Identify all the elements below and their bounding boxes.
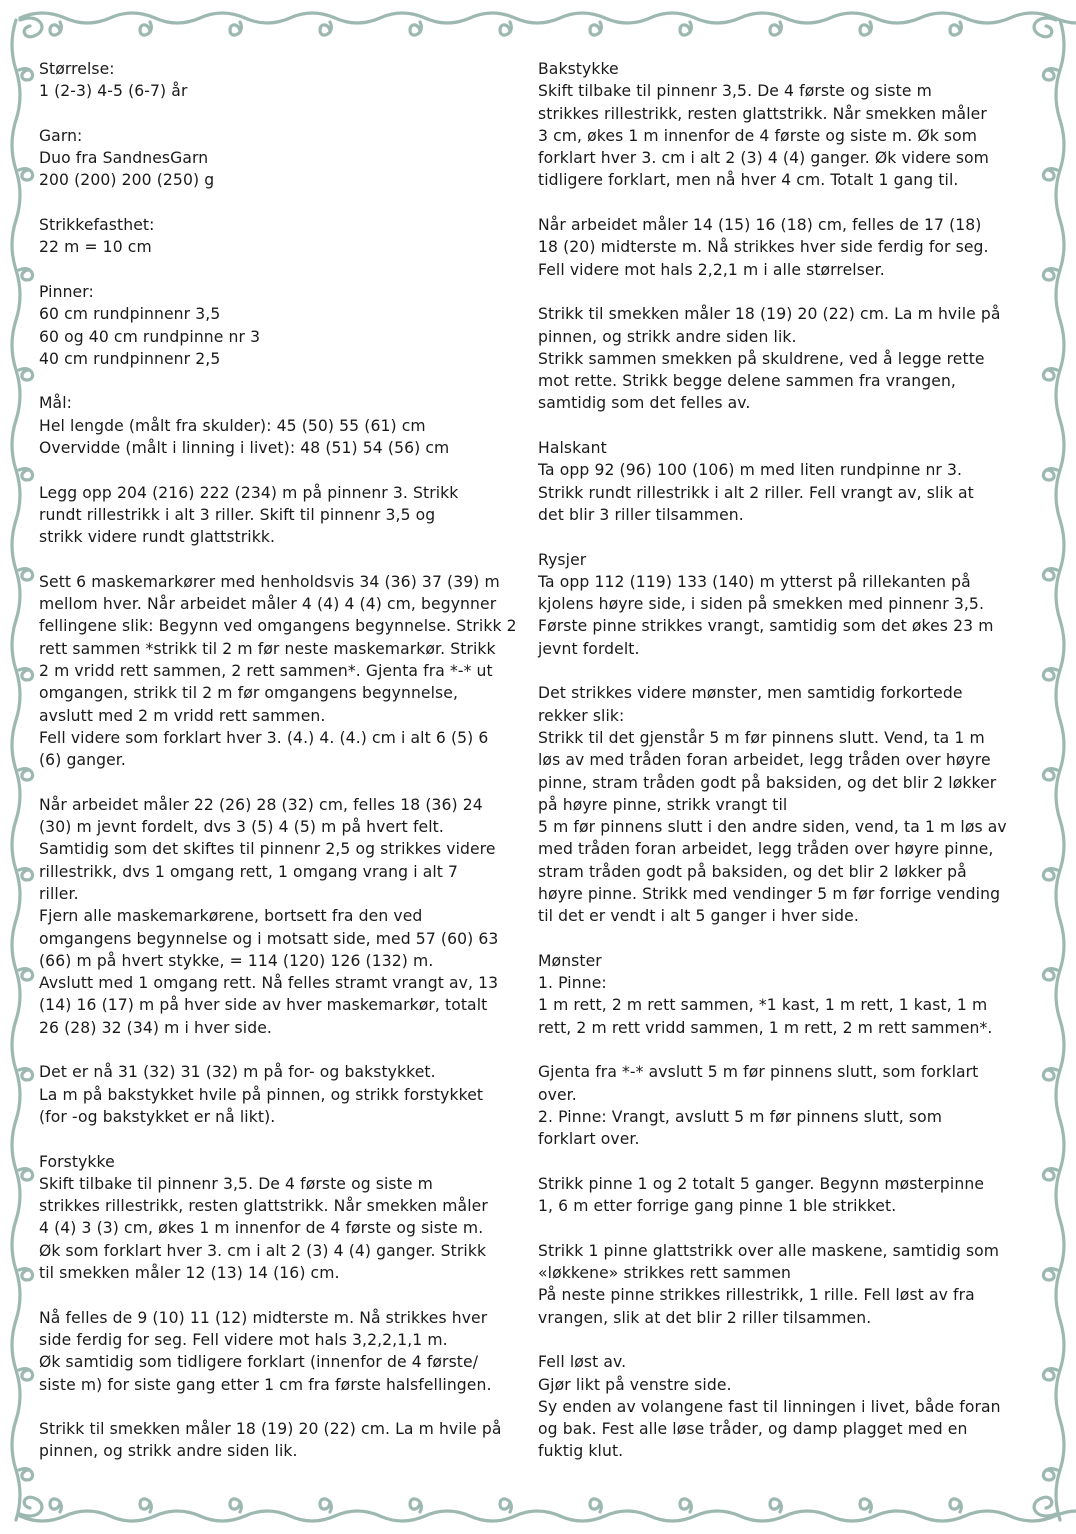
text-line: Strikk til smekken måler 18 (19) 20 (22) cm. La m hvile på [39, 1420, 502, 1439]
text-line: Det er nå 31 (32) 31 (32) m på for- og bakstykket. [39, 1063, 436, 1082]
text-line: Rysjer [538, 550, 587, 569]
text-block [538, 682, 1038, 927]
text-line: 1 m rett, 2 m rett sammen, *1 kast, 1 m rett, 1 kast, 1 m [538, 996, 988, 1015]
text-block [39, 125, 531, 192]
text-line: høyre pinne. Strikk med vendinger 5 m før forrige vending [538, 884, 1001, 903]
text-line: Strikk pinne 1 og 2 totalt 5 ganger. Begynn møsterpinne [538, 1174, 985, 1193]
text-line: samtidig som det felles av. [538, 394, 751, 413]
text-block [538, 58, 1038, 192]
text-line: Det strikkes videre mønster, men samtidig forkortede [538, 684, 963, 703]
text-line: 2. Pinne: Vrangt, avslutt 5 m før pinnens slutt, som [538, 1107, 943, 1126]
text-line: Strikk til det gjenstår 5 m før pinnens slutt. Vend, ta 1 m [538, 728, 985, 747]
text-line: Første pinne strikkes vrangt, samtidig som det økes 23 m [538, 617, 994, 636]
text-line: Strikk rundt rillestrikk i alt 2 riller. Fell vrangt av, slik at [538, 483, 974, 502]
text-line: Øk som forklart hver 3. cm i alt 2 (3) 4 (4) ganger. Strikk [39, 1241, 487, 1260]
text-line: 4 (4) 3 (3) cm, økes 1 m innenfor de 4 første og siste m. [39, 1219, 484, 1238]
text-line: Hel lengde (målt fra skulder): 45 (50) 55 (61) cm [39, 416, 426, 435]
text-line: med tråden foran arbeidet, legg tråden over høyre pinne, [538, 840, 994, 859]
text-line: over. [538, 1085, 577, 1104]
text-line: Skift tilbake til pinnenr 3,5. De 4 første og siste m [538, 82, 932, 101]
text-block [538, 1173, 1038, 1218]
text-line: Mål: [39, 394, 72, 413]
text-line: 1 (2-3) 4-5 (6-7) år [39, 82, 188, 101]
text-line: rett sammen *strikk til 2 m før neste maskemarkør. Strikk [39, 639, 496, 658]
text-line: rekker slik: [538, 706, 625, 725]
text-line: Ta opp 92 (96) 100 (106) m med liten rundpinne nr 3. [538, 461, 963, 480]
right-column [538, 58, 1038, 1485]
left-column [39, 58, 531, 1485]
text-line: det blir 3 riller tilsammen. [538, 505, 744, 524]
text-block [538, 1351, 1038, 1462]
text-line: rett, 2 m rett vridd sammen, 1 m rett, 2 m rett sammen*. [538, 1018, 993, 1037]
text-line: strikk videre rundt glattstrikk. [39, 528, 276, 547]
text-line: strikkes rillestrikk, resten glattstrikk. Når smekken måler [39, 1197, 488, 1216]
text-line: La m på bakstykket hvile på pinnen, og strikk forstykket [39, 1085, 484, 1104]
text-line: 200 (200) 200 (250) g [39, 171, 215, 190]
text-line: (for -og bakstykket er nå likt). [39, 1107, 276, 1126]
text-line: forklart over. [538, 1130, 640, 1149]
text-block [39, 482, 531, 549]
text-line: Størrelse: [39, 60, 115, 78]
text-line: på høyre pinne, strikk vrangt til [538, 795, 788, 814]
text-line: og bak. Fest alle løse tråder, og damp plagget med en [538, 1420, 968, 1439]
text-line: mellom hver. Når arbeidet måler 4 (4) 4 (4) cm, begynner [39, 595, 497, 614]
text-line: rillestrikk, dvs 1 omgang rett, 1 omgang vrang i alt 7 [39, 862, 459, 881]
text-block [39, 571, 531, 772]
text-line: forklart hver 3. cm i alt 2 (3) 4 (4) ganger. Øk videre som [538, 149, 989, 168]
text-line: 18 (20) midterste m. Nå strikkes hver side ferdig for seg. [538, 238, 989, 257]
text-line: avslutt med 2 m vridd rett sammen. [39, 706, 326, 725]
text-line: Strikkefasthet: [39, 216, 155, 235]
text-line: Pinner: [39, 282, 94, 301]
text-line: pinnen, og strikk andre siden lik. [538, 327, 797, 346]
text-line: Overvidde (målt i linning i livet): 48 (51) 54 (56) cm [39, 439, 450, 458]
text-line: 5 m før pinnens slutt i den andre siden, vend, ta 1 m løs av [538, 818, 1007, 837]
text-line: Forstykke [39, 1152, 115, 1171]
text-line: Strikk sammen smekken på skuldrene, ved å legge rette [538, 349, 985, 368]
text-line: 1, 6 m etter forrige gang pinne 1 ble strikket. [538, 1197, 897, 1216]
text-line: 2 m vridd rett sammen, 2 rett sammen*. Gjenta fra *-* ut [39, 662, 493, 681]
text-line: tidligere forklart, men nå hver 4 cm. Totalt 1 gang til. [538, 171, 959, 190]
text-line: (6) ganger. [39, 751, 126, 770]
text-line: Garn: [39, 126, 83, 145]
text-line: Bakstykke [538, 60, 619, 78]
text-block [538, 214, 1038, 281]
text-line: Når arbeidet måler 14 (15) 16 (18) cm, felles de 17 (18) [538, 216, 982, 235]
text-line: fellingene slik: Begynn ved omgangens begynnelse. Strikk 2 [39, 617, 517, 636]
text-line: rundt rillestrikk i alt 3 riller. Skift til pinnenr 3,5 og [39, 505, 436, 524]
text-block [39, 1061, 531, 1128]
text-line: Øk samtidig som tidligere forklart (innenfor de 4 første/ [39, 1353, 479, 1372]
text-line: pinne, stram tråden godt på baksiden, og det blir 2 løkker [538, 773, 997, 792]
text-line: Fell videre mot hals 2,2,1 m i alle størrelser. [538, 260, 885, 279]
text-block [538, 1061, 1038, 1150]
text-line: Skift tilbake til pinnenr 3,5. De 4 første og siste m [39, 1174, 433, 1193]
text-block [39, 214, 531, 259]
text-line: omgangens begynnelse og i motsatt side, med 57 (60) 63 [39, 929, 499, 948]
text-line: Gjenta fra *-* avslutt 5 m før pinnens slutt, som forklart [538, 1063, 979, 1082]
text-line: til smekken måler 12 (13) 14 (16) cm. [39, 1264, 340, 1283]
text-line: Halskant [538, 439, 607, 458]
text-line: mot rette. Strikk begge delene sammen fra vrangen, [538, 372, 956, 391]
text-line: 22 m = 10 cm [39, 238, 152, 257]
text-line: «løkkene» strikkes rett sammen [538, 1264, 792, 1283]
text-line: 26 (28) 32 (34) m i hver side. [39, 1018, 272, 1037]
text-line: 60 og 40 cm rundpinne nr 3 [39, 327, 261, 346]
text-line: riller. [39, 884, 79, 903]
text-block [39, 1418, 531, 1463]
text-line: Avslutt med 1 omgang rett. Nå felles stramt vrangt av, 13 [39, 974, 499, 993]
text-line: fuktig klut. [538, 1442, 624, 1461]
text-line: jevnt fordelt. [538, 639, 640, 658]
text-line: vrangen, slik at det blir 2 riller tilsammen. [538, 1308, 872, 1327]
text-block [39, 1307, 531, 1396]
text-line: 3 cm, økes 1 m innenfor de 4 første og siste m. Øk som [538, 126, 978, 145]
text-block [538, 437, 1038, 526]
text-block [39, 1151, 531, 1285]
text-block [39, 794, 531, 1039]
text-line: 60 cm rundpinnenr 3,5 [39, 305, 221, 324]
text-line: til det er vendt i alt 5 ganger i hver side. [538, 907, 859, 926]
text-line: Samtidig som det skiftes til pinnenr 2,5 og strikkes videre [39, 840, 496, 859]
text-block [538, 303, 1038, 414]
text-line: Sett 6 maskemarkører med henholdsvis 34 (36) 37 (39) m [39, 572, 500, 591]
text-line: (66) m på hvert stykke, = 114 (120) 126 (132) m. [39, 951, 434, 970]
text-line: 40 cm rundpinnenr 2,5 [39, 349, 221, 368]
text-line: kjolens høyre side, i siden på smekken med pinnenr 3,5. [538, 595, 984, 614]
text-line: Strikk 1 pinne glattstrikk over alle maskene, samtidig som [538, 1241, 1000, 1260]
text-line: side ferdig for seg. Fell videre mot hals 3,2,2,1,1 m. [39, 1330, 448, 1349]
text-line: siste m) for siste gang etter 1 cm fra første halsfellingen. [39, 1375, 492, 1394]
text-line: (30) m jevnt fordelt, dvs 3 (5) 4 (5) m på hvert felt. [39, 818, 444, 837]
text-line: pinnen, og strikk andre siden lik. [39, 1442, 298, 1461]
text-block [538, 950, 1038, 1039]
text-block [39, 392, 531, 459]
text-block [39, 281, 531, 370]
text-line: Fell videre som forklart hver 3. (4.) 4. (4.) cm i alt 6 (5) 6 [39, 728, 489, 747]
text-line: Gjør likt på venstre side. [538, 1375, 732, 1394]
text-line: (14) 16 (17) m på hver side av hver maskemarkør, totalt [39, 996, 488, 1015]
text-line: Legg opp 204 (216) 222 (234) m på pinnenr 3. Strikk [39, 483, 459, 502]
text-line: Mønster [538, 951, 602, 970]
text-line: Ta opp 112 (119) 133 (140) m ytterst på rillekanten på [538, 572, 971, 591]
text-line: Når arbeidet måler 22 (26) 28 (32) cm, felles 18 (36) 24 [39, 795, 483, 814]
text-block [39, 58, 531, 103]
text-line: Fjern alle maskemarkørene, bortsett fra den ved [39, 907, 423, 926]
text-line: Duo fra SandnesGarn [39, 149, 209, 168]
text-line: Fell løst av. [538, 1353, 627, 1372]
text-line: Nå felles de 9 (10) 11 (12) midterste m. Nå strikkes hver [39, 1308, 488, 1327]
text-block [538, 549, 1038, 660]
text-line: omgangen, strikk til 2 m før omgangens begynnelse, [39, 684, 459, 703]
text-line: På neste pinne strikkes rillestrikk, 1 rille. Fell løst av fra [538, 1286, 975, 1305]
text-line: 1. Pinne: [538, 974, 607, 993]
text-line: Sy enden av volangene fast til linningen i livet, både foran [538, 1397, 1001, 1416]
text-line: Strikk til smekken måler 18 (19) 20 (22) cm. La m hvile på [538, 305, 1001, 324]
text-line: strikkes rillestrikk, resten glattstrikk. Når smekken måler [538, 104, 987, 123]
text-line: stram tråden godt på baksiden, og det blir 2 løkker på [538, 862, 967, 881]
text-block [538, 1240, 1038, 1329]
text-line: løs av med tråden foran arbeidet, legg tråden over høyre [538, 751, 991, 770]
